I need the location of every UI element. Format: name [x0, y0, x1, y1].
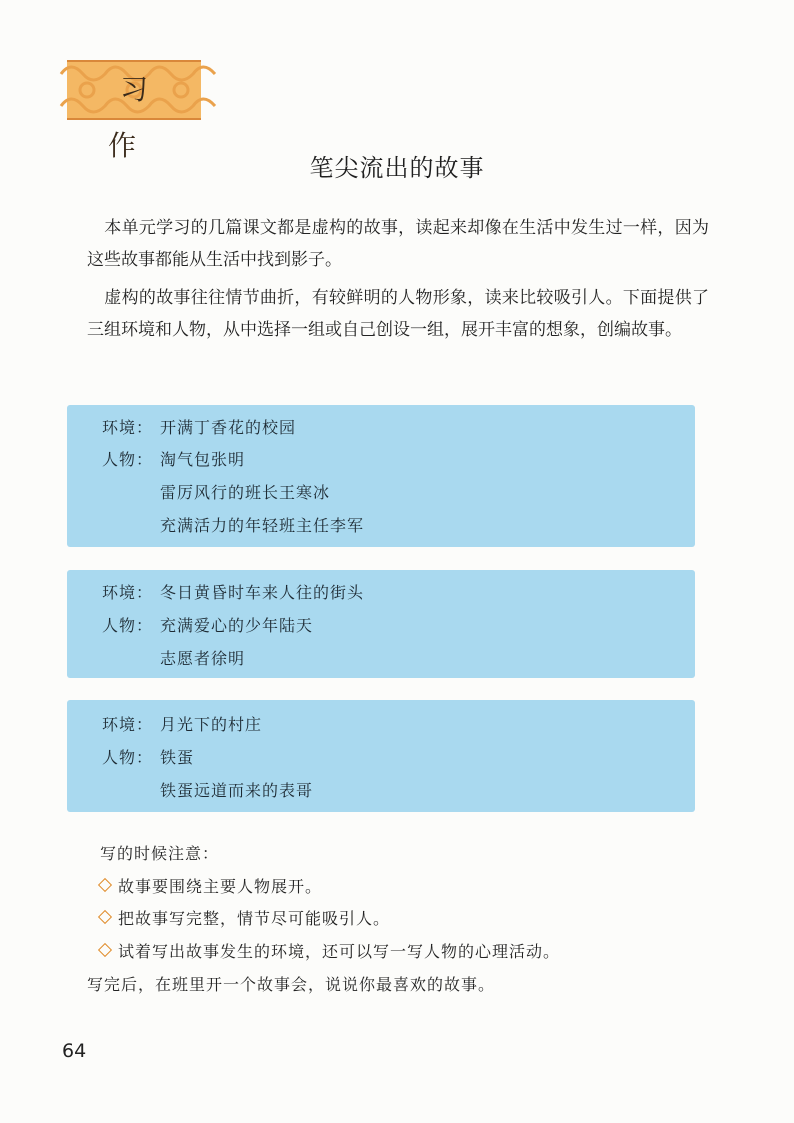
note-item [98, 874, 322, 897]
section-tag [67, 60, 201, 162]
page-title: 笔尖流出的故事 [309, 154, 485, 182]
note-item [98, 906, 390, 929]
page-number: 64 [62, 1040, 87, 1062]
intro-paragraph-1 [87, 212, 709, 276]
character-value: 充满爱心的少年陆天 [160, 616, 314, 635]
character-label: 人物： [102, 748, 154, 767]
character-value: 淘气包张明 [160, 450, 246, 469]
env-label: 环境： [102, 418, 154, 437]
setting-box-2 [67, 570, 695, 678]
env-label: 环境： [102, 583, 154, 602]
note-text: 故事要围绕主要人物展开。 [118, 877, 323, 896]
character-value: 雷厉风行的班长王寒冰 [160, 483, 331, 502]
env-value: 开满丁香花的校园 [160, 418, 297, 437]
character-row [102, 447, 245, 470]
section-tag-label: 习 作 [107, 73, 172, 162]
intro-text-2: 虚构的故事往往情节曲折，有较鲜明的人物形象，读来比较吸引人。下面提供了三组环境和人物，从中选择一组或自己创设一组，展开丰富的想象，创编故事。 [87, 288, 709, 340]
character-label: 人物： [102, 450, 154, 469]
intro-paragraph-2 [87, 282, 709, 346]
env-row [102, 415, 296, 438]
character-value: 铁蛋远道而来的表哥 [160, 781, 314, 800]
diamond-bullet-icon [98, 878, 112, 892]
diamond-bullet-icon [98, 910, 112, 924]
setting-box-3 [67, 700, 695, 812]
env-value: 冬日黄昏时车来人往的街头 [160, 583, 365, 602]
env-value: 月光下的村庄 [160, 715, 263, 734]
character-value: 铁蛋 [160, 748, 195, 767]
env-row [102, 712, 262, 735]
note-text: 把故事写完整，情节尽可能吸引人。 [118, 909, 391, 928]
character-row [160, 778, 313, 801]
diamond-bullet-icon [98, 943, 112, 957]
env-row [102, 580, 364, 603]
env-label: 环境： [102, 715, 154, 734]
character-label: 人物： [102, 616, 154, 635]
intro-text-1: 本单元学习的几篇课文都是虚构的故事，读起来却像在生活中发生过一样，因为这些故事都能从生活中找到影子。 [87, 218, 709, 270]
setting-box-1 [67, 405, 695, 547]
character-value: 志愿者徐明 [160, 649, 246, 668]
notes-heading: 写的时候注意： [100, 844, 220, 863]
character-row [160, 480, 330, 503]
character-row [160, 513, 364, 536]
character-value: 充满活力的年轻班主任李军 [160, 516, 365, 535]
note-item [98, 939, 560, 962]
note-text: 试着写出故事发生的环境，还可以写一写人物的心理活动。 [118, 942, 561, 961]
closing-text: 写完后，在班里开一个故事会，说说你最喜欢的故事。 [87, 975, 496, 994]
character-row [160, 646, 245, 669]
character-row [102, 745, 194, 768]
character-row [102, 613, 313, 636]
